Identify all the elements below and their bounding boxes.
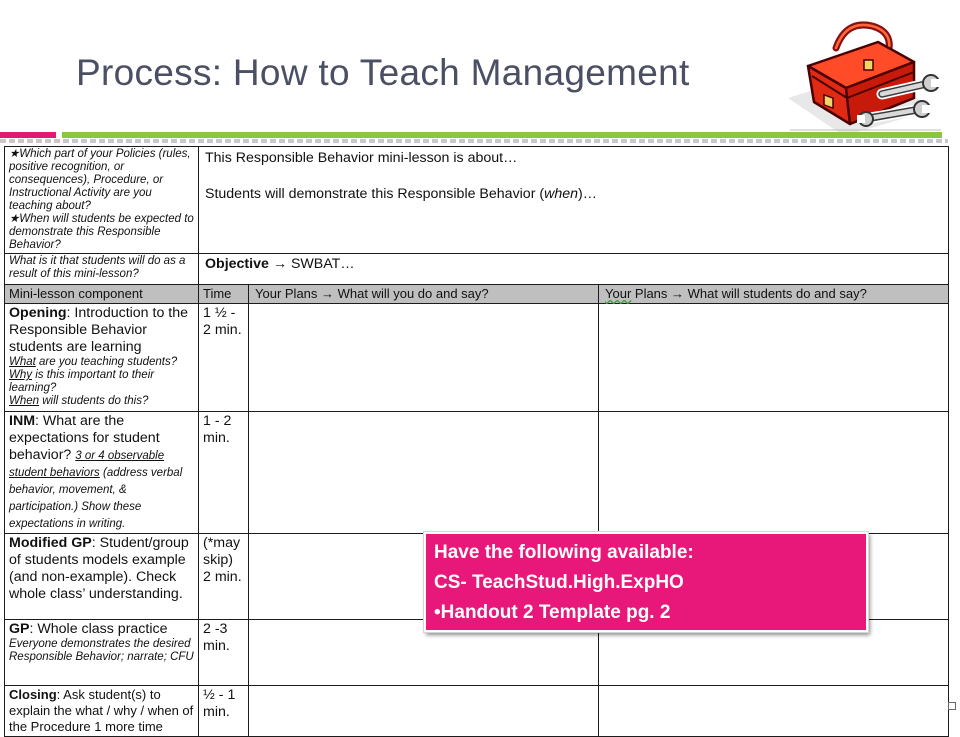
time-cell: (*may skip) 2 min.	[199, 534, 249, 620]
table-row	[5, 412, 949, 534]
student-plan-cell	[599, 412, 949, 534]
header-time: Time	[199, 285, 249, 304]
objective-cell	[199, 254, 949, 285]
component-cell-closing: Closing: Ask student(s) to explain the what / why / when of the Procedure 1 more time	[5, 686, 199, 737]
callout-line-3: •Handout 2 Template pg. 2	[434, 602, 671, 623]
table-header-row	[5, 285, 949, 304]
component-cell-opening: Opening: Introduction to the Responsible Behavior students are learning What are you teaching students? Why is this important to their learning? When will students do this?	[5, 304, 199, 412]
objective-text: SWBAT…	[287, 256, 355, 272]
component-cell-modified-gp: Modified GP: Student/group of students models example (and non-example). Check whole class’ understanding.	[5, 534, 199, 620]
resize-handle	[948, 702, 956, 710]
lesson-plan-table	[4, 146, 949, 737]
about-cell	[199, 147, 949, 254]
header-component: Mini-lesson component	[5, 285, 199, 304]
table-row	[5, 254, 949, 285]
about-text: This Responsible Behavior mini-lesson is about…	[205, 150, 518, 166]
guiding-questions-cell	[5, 147, 199, 254]
header-teacher-plans: Your Plans → What will you do and say?	[249, 285, 599, 304]
callout-line-2: CS- TeachStud.High.ExpHO	[434, 572, 684, 593]
teacher-plan-cell	[249, 686, 599, 737]
question-policies: ★Which part of your Policies (rules, positive recognition, or consequences), Procedure, or Instructional Activity are you teaching about?	[9, 148, 191, 212]
question-when: ★When will students be expected to demonstrate this Responsible Behavior?	[9, 213, 194, 251]
objective-question-cell: What is it that students will do as a result of this mini-lesson?	[5, 254, 199, 285]
time-cell: ½ - 1 min.	[199, 686, 249, 737]
toolbox-icon	[786, 14, 946, 136]
callout-line-1: Have the following available:	[434, 542, 694, 563]
table-row	[5, 304, 949, 412]
time-cell: 1 - 2 min.	[199, 412, 249, 534]
teacher-plan-cell	[249, 412, 599, 534]
materials-callout	[424, 532, 868, 632]
component-cell-gp: GP: Whole class practice Everyone demonstrates the desired Responsible Behavior; narrate; CFU	[5, 620, 199, 686]
table-row	[5, 147, 949, 254]
student-plan-cell	[599, 304, 949, 412]
demonstrate-text: Students will demonstrate this Responsible Behavior (when)…	[205, 186, 597, 202]
student-plan-cell	[599, 686, 949, 737]
component-cell-inm: INM: What are the expectations for student behavior? 3 or 4 observable student behaviors (address verbal behavior, movement, & participation.) Show these expectations in writing.	[5, 412, 199, 534]
time-cell: 2 -3 min.	[199, 620, 249, 686]
table-row	[5, 686, 949, 737]
teacher-plan-cell	[249, 304, 599, 412]
time-cell: 1 ½ - 2 min.	[199, 304, 249, 412]
header-student-plans: Your Plans → What will students do and say?	[599, 285, 949, 304]
arrow-icon: →	[272, 256, 288, 272]
objective-label: Objective	[205, 256, 269, 272]
slide-title: Process: How to Teach Management	[76, 52, 690, 93]
